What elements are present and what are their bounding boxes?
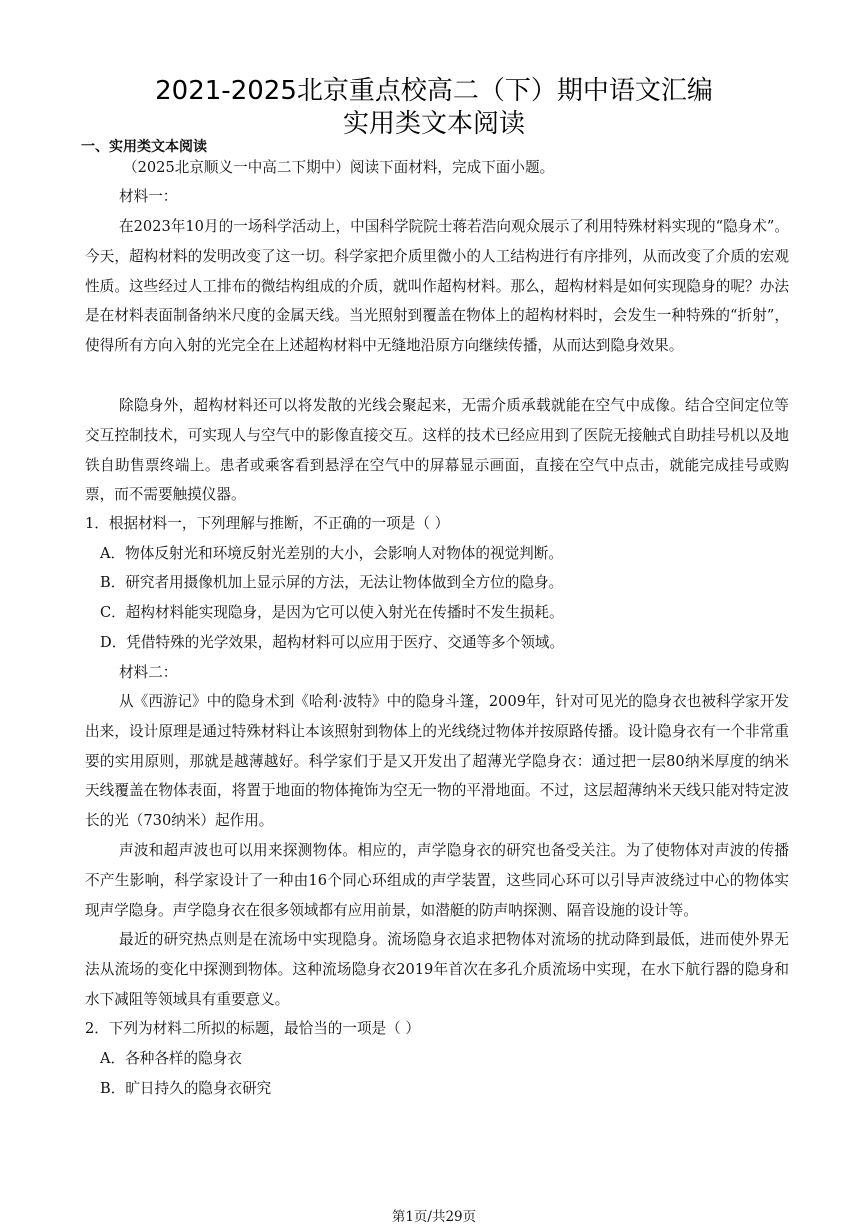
document-title: 2021-2025北京重点校高二（下）期中语文汇编 [155,76,713,106]
page-indicator: 第1页/共29页 [391,1209,477,1225]
source-note: （2025北京顺义一中高二下期中）阅读下面材料，完成下面小题。 [123,159,555,176]
material2-paragraph-1: 从《西游记》中的隐身术到《哈利·波特》中的隐身斗篷，2009年，针对可见光的隐身衣也被科学家开发出来，设计原理是通过特殊材料让本该照射到物体上的光线绕过物体并按原路传播。设计隐身衣有一个非常重要的实用原则，那就是越薄越好。科学家们于是又开发出了超薄光学隐身衣：通过把一层80纳米厚度的纳米天线覆盖在物体表面，将置于地面的物体掩饰为空无一物的平滑地面。不过，这层超薄纳米天线只能对特定波长的光（730纳米）起作用。 [85,693,789,830]
material2-paragraph-2: 声波和超声波也可以用来探测物体。相应的，声学隐身衣的研究也备受关注。为了使物体对声波的传播不产生影响，科学家设计了一种由16个同心环组成的声学装置，这些同心环可以引导声波绕过中心的物体实现声学隐身。声学隐身衣在很多领域都有应用前景，如潜艇的防声呐探测、隔音设施的设计等。 [85,842,789,919]
question-1-option-a: A．物体反射光和环境反射光差别的大小，会影响人对物体的视觉判断。 [100,545,563,562]
material1-paragraph-2: 除隐身外，超构材料还可以将发散的光线会聚起来，无需介质承载就能在空气中成像。结合空间定位等交互控制技术，可实现人与空气中的影像直接交互。这样的技术已经应用到了医院无接触式自助挂号机以及地铁自助售票终端上。患者或乘客看到悬浮在空气中的屏幕显示画面，直接在空气中点击，就能完成挂号或购票，而不需要触摸仪器。 [85,397,789,504]
document-subtitle: 实用类文本阅读 [342,109,525,139]
material2-label: 材料二： [119,664,178,681]
section-heading: 一、实用类文本阅读 [81,139,207,155]
question-1-option-d: D．凭借特殊的光学效果，超构材料可以应用于医疗、交通等多个领域。 [100,634,565,651]
material1-label: 材料一： [119,188,178,205]
question-2-option-a: A．各种各样的隐身衣 [100,1050,242,1067]
question-1-option-b: B．研究者用摄像机加上显示屏的方法，无法让物体做到全方位的隐身。 [100,574,564,591]
question-1-option-c: C．超构材料能实现隐身，是因为它可以使入射光在传播时不发生损耗。 [100,604,564,621]
material1-paragraph-1: 在2023年10月的一场科学活动上，中国科学院院士蒋若浩向观众展示了利用特殊材料实现的“隐身术”。今天，超构材料的发明改变了这一切。科学家把介质里微小的人工结构进行有序排列，从而改变了介质的宏观性质。这些经过人工排布的微结构组成的介质，就叫作超构材料。那么，超构材料是如何实现隐身的呢？办法是在材料表面制备纳米尺度的金属天线。当光照射到覆盖在物体上的超构材料时，会发生一种特殊的“折射”，使得所有方向入射的光完全在上述超构材料中无缝地沿原方向继续传播，从而达到隐身效果。 [85,218,789,355]
question-1-stem: 1．根据材料一，下列理解与推断，不正确的一项是（ ） [85,515,450,532]
question-2-stem: 2．下列为材料二所拟的标题，最恰当的一项是（ ） [85,1020,420,1037]
question-2-option-b: B．旷日持久的隐身衣研究 [100,1080,272,1097]
material2-paragraph-3: 最近的研究热点则是在流场中实现隐身。流场隐身衣追求把物体对流场的扰动降到最低，进而使外界无法从流场的变化中探测到物体。这种流场隐身衣2019年首次在多孔介质流场中实现，在水下航行器的隐身和水下减阻等领域具有重要意义。 [85,931,789,1008]
